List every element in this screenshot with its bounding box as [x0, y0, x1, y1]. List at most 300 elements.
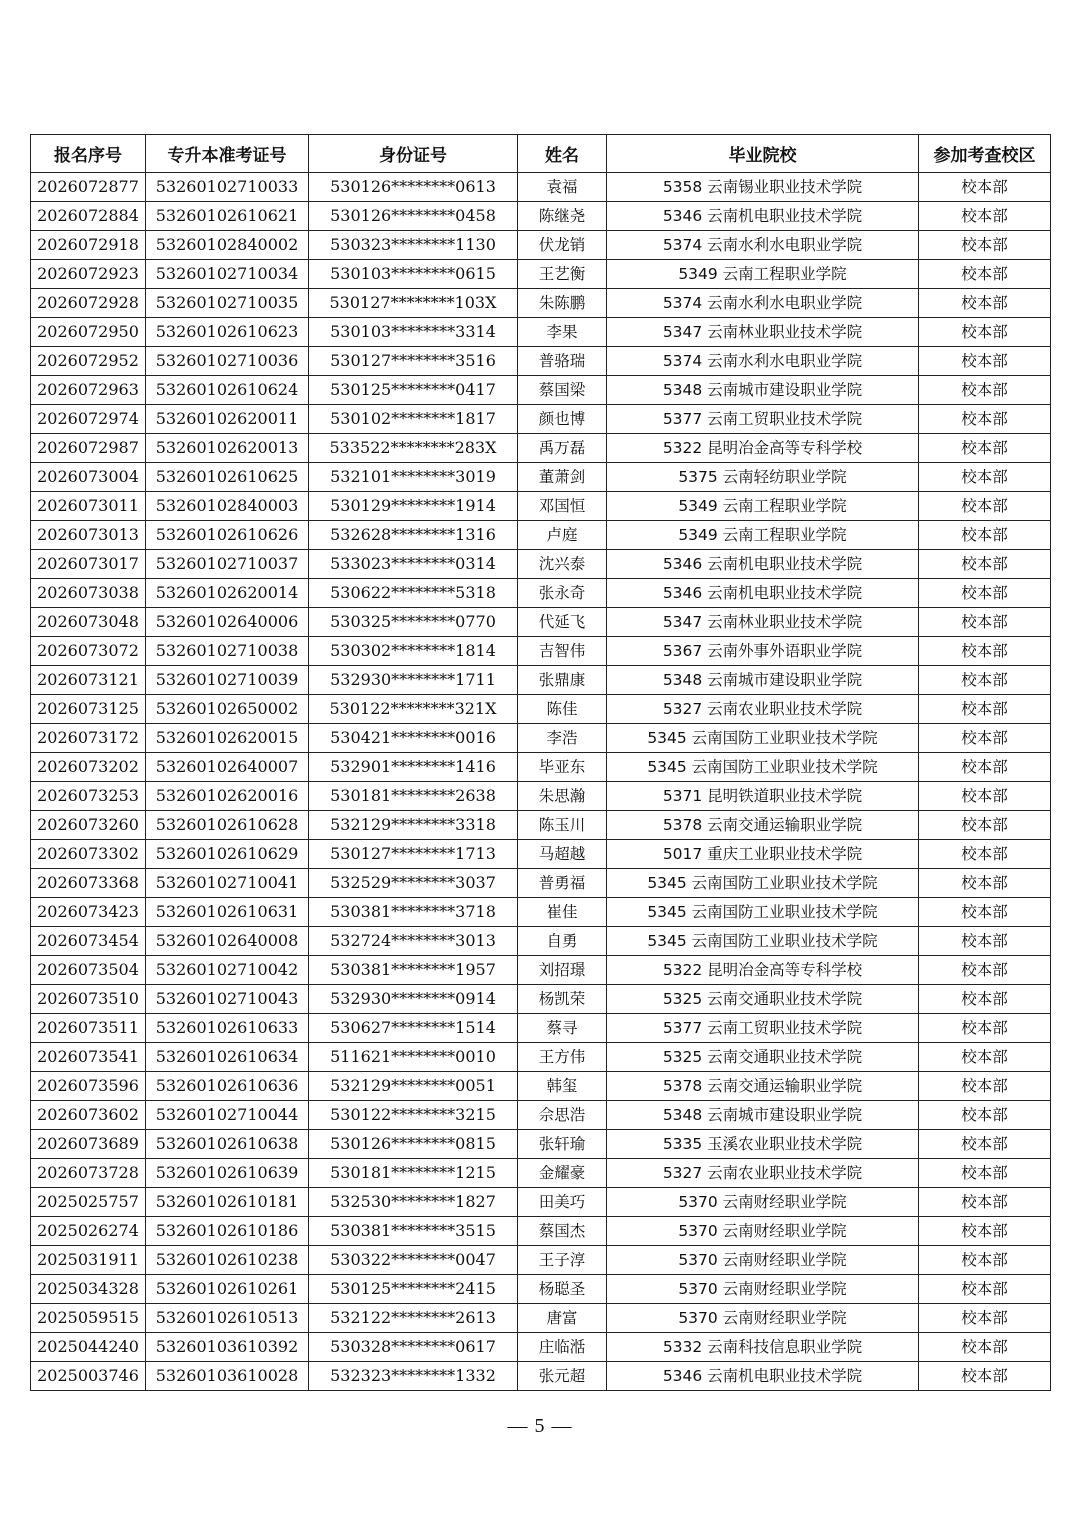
cell-id-card-no: 532101********3019 — [309, 463, 518, 492]
cell-id-card-no: 530381********3718 — [309, 898, 518, 927]
cell-id-card-no: 530127********1713 — [309, 840, 518, 869]
cell-registration-no: 2026073511 — [31, 1014, 146, 1043]
cell-registration-no: 2026073510 — [31, 985, 146, 1014]
cell-campus: 校本部 — [919, 753, 1051, 782]
cell-campus: 校本部 — [919, 202, 1051, 231]
table-row — [31, 1217, 1051, 1246]
cell-registration-no: 2026073541 — [31, 1043, 146, 1072]
cell-registration-no: 2026073728 — [31, 1159, 146, 1188]
cell-exam-ticket-no: 53260103610028 — [146, 1362, 309, 1391]
cell-id-card-no: 530302********1814 — [309, 637, 518, 666]
table-row — [31, 724, 1051, 753]
cell-exam-ticket-no: 53260102710037 — [146, 550, 309, 579]
cell-id-card-no: 532529********3037 — [309, 869, 518, 898]
cell-registration-no: 2026072952 — [31, 347, 146, 376]
cell-name: 佘思浩 — [518, 1101, 607, 1130]
table-row — [31, 898, 1051, 927]
cell-campus: 校本部 — [919, 231, 1051, 260]
cell-exam-ticket-no: 53260102840002 — [146, 231, 309, 260]
cell-graduated-school: 5349 云南工程职业学院 — [607, 521, 919, 550]
cell-graduated-school: 5349 云南工程职业学院 — [607, 260, 919, 289]
table-row — [31, 579, 1051, 608]
cell-id-card-no: 530122********321X — [309, 695, 518, 724]
cell-graduated-school: 5345 云南国防工业职业技术学院 — [607, 753, 919, 782]
header-registration-no: 报名序号 — [31, 135, 146, 173]
cell-id-card-no: 530102********1817 — [309, 405, 518, 434]
cell-campus: 校本部 — [919, 898, 1051, 927]
cell-id-card-no: 530381********1957 — [309, 956, 518, 985]
cell-registration-no: 2026073596 — [31, 1072, 146, 1101]
cell-name: 田美巧 — [518, 1188, 607, 1217]
table-row — [31, 956, 1051, 985]
cell-graduated-school: 5378 云南交通运输职业学院 — [607, 811, 919, 840]
table-row — [31, 1246, 1051, 1275]
table-row — [31, 1333, 1051, 1362]
cell-name: 金耀豪 — [518, 1159, 607, 1188]
cell-campus: 校本部 — [919, 318, 1051, 347]
cell-campus: 校本部 — [919, 1159, 1051, 1188]
cell-registration-no: 2026073038 — [31, 579, 146, 608]
cell-graduated-school: 5327 云南农业职业技术学院 — [607, 1159, 919, 1188]
table-body — [31, 173, 1051, 1391]
header-graduated-school: 毕业院校 — [607, 135, 919, 173]
cell-registration-no: 2025003746 — [31, 1362, 146, 1391]
cell-campus: 校本部 — [919, 840, 1051, 869]
cell-id-card-no: 530103********0615 — [309, 260, 518, 289]
cell-campus: 校本部 — [919, 927, 1051, 956]
cell-name: 唐富 — [518, 1304, 607, 1333]
cell-id-card-no: 530122********3215 — [309, 1101, 518, 1130]
cell-campus: 校本部 — [919, 1333, 1051, 1362]
cell-registration-no: 2026073253 — [31, 782, 146, 811]
cell-name: 李果 — [518, 318, 607, 347]
table-row — [31, 782, 1051, 811]
cell-exam-ticket-no: 53260102610639 — [146, 1159, 309, 1188]
table-row — [31, 347, 1051, 376]
cell-exam-ticket-no: 53260102610625 — [146, 463, 309, 492]
cell-exam-ticket-no: 53260102610261 — [146, 1275, 309, 1304]
cell-name: 王方伟 — [518, 1043, 607, 1072]
cell-name: 庄临湉 — [518, 1333, 607, 1362]
cell-graduated-school: 5378 云南交通运输职业学院 — [607, 1072, 919, 1101]
cell-exam-ticket-no: 53260102710033 — [146, 173, 309, 202]
cell-graduated-school: 5349 云南工程职业学院 — [607, 492, 919, 521]
cell-campus: 校本部 — [919, 666, 1051, 695]
cell-graduated-school: 5347 云南林业职业技术学院 — [607, 608, 919, 637]
cell-campus: 校本部 — [919, 637, 1051, 666]
table-row — [31, 202, 1051, 231]
table-row — [31, 1188, 1051, 1217]
cell-campus: 校本部 — [919, 521, 1051, 550]
cell-registration-no: 2026072974 — [31, 405, 146, 434]
cell-campus: 校本部 — [919, 579, 1051, 608]
cell-campus: 校本部 — [919, 1362, 1051, 1391]
cell-campus: 校本部 — [919, 1072, 1051, 1101]
cell-name: 董萧剑 — [518, 463, 607, 492]
cell-graduated-school: 5346 云南机电职业技术学院 — [607, 202, 919, 231]
cell-campus: 校本部 — [919, 1246, 1051, 1275]
cell-exam-ticket-no: 53260102640006 — [146, 608, 309, 637]
cell-name: 杨聪圣 — [518, 1275, 607, 1304]
cell-exam-ticket-no: 53260102620014 — [146, 579, 309, 608]
cell-registration-no: 2026072884 — [31, 202, 146, 231]
table-row — [31, 318, 1051, 347]
cell-campus: 校本部 — [919, 289, 1051, 318]
cell-id-card-no: 532724********3013 — [309, 927, 518, 956]
cell-id-card-no: 530381********3515 — [309, 1217, 518, 1246]
cell-id-card-no: 532530********1827 — [309, 1188, 518, 1217]
table-row — [31, 840, 1051, 869]
cell-graduated-school: 5377 云南工贸职业技术学院 — [607, 1014, 919, 1043]
cell-campus: 校本部 — [919, 985, 1051, 1014]
cell-graduated-school: 5346 云南机电职业技术学院 — [607, 550, 919, 579]
cell-exam-ticket-no: 53260102610638 — [146, 1130, 309, 1159]
cell-name: 王艺衡 — [518, 260, 607, 289]
cell-campus: 校本部 — [919, 173, 1051, 202]
header-id-card-no: 身份证号 — [309, 135, 518, 173]
table-row — [31, 1130, 1051, 1159]
cell-graduated-school: 5358 云南锡业职业技术学院 — [607, 173, 919, 202]
cell-graduated-school: 5348 云南城市建设职业学院 — [607, 1101, 919, 1130]
table-row — [31, 492, 1051, 521]
cell-campus: 校本部 — [919, 869, 1051, 898]
cell-id-card-no: 530627********1514 — [309, 1014, 518, 1043]
cell-registration-no: 2026073602 — [31, 1101, 146, 1130]
cell-registration-no: 2026072928 — [31, 289, 146, 318]
cell-registration-no: 2026073121 — [31, 666, 146, 695]
table-row — [31, 463, 1051, 492]
cell-exam-ticket-no: 53260102610513 — [146, 1304, 309, 1333]
table-row — [31, 231, 1051, 260]
cell-registration-no: 2026072923 — [31, 260, 146, 289]
cell-registration-no: 2026073004 — [31, 463, 146, 492]
table-row — [31, 1014, 1051, 1043]
cell-name: 韩玺 — [518, 1072, 607, 1101]
cell-graduated-school: 5327 云南农业职业技术学院 — [607, 695, 919, 724]
cell-graduated-school: 5345 云南国防工业职业技术学院 — [607, 927, 919, 956]
cell-exam-ticket-no: 53260102710042 — [146, 956, 309, 985]
header-row — [31, 135, 1051, 173]
cell-name: 崔佳 — [518, 898, 607, 927]
cell-name: 张元超 — [518, 1362, 607, 1391]
cell-registration-no: 2026073302 — [31, 840, 146, 869]
cell-graduated-school: 5374 云南水利水电职业学院 — [607, 347, 919, 376]
table-row — [31, 405, 1051, 434]
cell-id-card-no: 530127********3516 — [309, 347, 518, 376]
cell-graduated-school: 5017 重庆工业职业技术学院 — [607, 840, 919, 869]
cell-registration-no: 2026072987 — [31, 434, 146, 463]
cell-campus: 校本部 — [919, 376, 1051, 405]
table-row — [31, 376, 1051, 405]
cell-registration-no: 2026073011 — [31, 492, 146, 521]
cell-exam-ticket-no: 53260103610392 — [146, 1333, 309, 1362]
cell-exam-ticket-no: 53260102610181 — [146, 1188, 309, 1217]
cell-campus: 校本部 — [919, 492, 1051, 521]
cell-campus: 校本部 — [919, 1188, 1051, 1217]
table-row — [31, 260, 1051, 289]
cell-id-card-no: 532129********0051 — [309, 1072, 518, 1101]
cell-registration-no: 2026073504 — [31, 956, 146, 985]
cell-graduated-school: 5335 玉溪农业职业技术学院 — [607, 1130, 919, 1159]
cell-exam-ticket-no: 53260102610621 — [146, 202, 309, 231]
cell-exam-ticket-no: 53260102610634 — [146, 1043, 309, 1072]
cell-id-card-no: 530126********0613 — [309, 173, 518, 202]
cell-exam-ticket-no: 53260102710041 — [146, 869, 309, 898]
cell-name: 袁福 — [518, 173, 607, 202]
cell-name: 张鼎康 — [518, 666, 607, 695]
cell-exam-ticket-no: 53260102710036 — [146, 347, 309, 376]
cell-graduated-school: 5370 云南财经职业学院 — [607, 1246, 919, 1275]
cell-campus: 校本部 — [919, 1275, 1051, 1304]
cell-exam-ticket-no: 53260102640008 — [146, 927, 309, 956]
table-row — [31, 173, 1051, 202]
cell-campus: 校本部 — [919, 550, 1051, 579]
cell-registration-no: 2026072877 — [31, 173, 146, 202]
cell-id-card-no: 532901********1416 — [309, 753, 518, 782]
cell-campus: 校本部 — [919, 724, 1051, 753]
table-row — [31, 811, 1051, 840]
cell-registration-no: 2026073368 — [31, 869, 146, 898]
table-row — [31, 1072, 1051, 1101]
cell-name: 沈兴泰 — [518, 550, 607, 579]
cell-name: 普勇福 — [518, 869, 607, 898]
cell-exam-ticket-no: 53260102620011 — [146, 405, 309, 434]
cell-graduated-school: 5345 云南国防工业职业技术学院 — [607, 869, 919, 898]
cell-campus: 校本部 — [919, 956, 1051, 985]
cell-campus: 校本部 — [919, 695, 1051, 724]
table-row — [31, 869, 1051, 898]
cell-name: 蔡国杰 — [518, 1217, 607, 1246]
cell-graduated-school: 5374 云南水利水电职业学院 — [607, 231, 919, 260]
table-row — [31, 550, 1051, 579]
cell-exam-ticket-no: 53260102840003 — [146, 492, 309, 521]
cell-id-card-no: 530325********0770 — [309, 608, 518, 637]
cell-graduated-school: 5370 云南财经职业学院 — [607, 1188, 919, 1217]
cell-exam-ticket-no: 53260102620016 — [146, 782, 309, 811]
cell-name: 张轩瑜 — [518, 1130, 607, 1159]
cell-graduated-school: 5371 昆明铁道职业技术学院 — [607, 782, 919, 811]
cell-name: 陈佳 — [518, 695, 607, 724]
cell-name: 王子淳 — [518, 1246, 607, 1275]
cell-graduated-school: 5374 云南水利水电职业学院 — [607, 289, 919, 318]
cell-id-card-no: 533023********0314 — [309, 550, 518, 579]
cell-registration-no: 2026073072 — [31, 637, 146, 666]
cell-exam-ticket-no: 53260102610626 — [146, 521, 309, 550]
cell-campus: 校本部 — [919, 811, 1051, 840]
cell-exam-ticket-no: 53260102610628 — [146, 811, 309, 840]
cell-id-card-no: 530126********0815 — [309, 1130, 518, 1159]
cell-graduated-school: 5325 云南交通职业技术学院 — [607, 985, 919, 1014]
table-row — [31, 1362, 1051, 1391]
cell-id-card-no: 530127********103X — [309, 289, 518, 318]
cell-name: 陈继尧 — [518, 202, 607, 231]
cell-name: 普骆瑞 — [518, 347, 607, 376]
cell-campus: 校本部 — [919, 608, 1051, 637]
table-row — [31, 1101, 1051, 1130]
table-row — [31, 289, 1051, 318]
cell-graduated-school: 5375 云南轻纺职业学院 — [607, 463, 919, 492]
cell-id-card-no: 530323********1130 — [309, 231, 518, 260]
cell-registration-no: 2026073260 — [31, 811, 146, 840]
cell-registration-no: 2026073202 — [31, 753, 146, 782]
cell-graduated-school: 5345 云南国防工业职业技术学院 — [607, 898, 919, 927]
cell-name: 刘招璟 — [518, 956, 607, 985]
cell-exam-ticket-no: 53260102710034 — [146, 260, 309, 289]
header-campus: 参加考查校区 — [919, 135, 1051, 173]
cell-id-card-no: 530622********5318 — [309, 579, 518, 608]
cell-graduated-school: 5377 云南工贸职业技术学院 — [607, 405, 919, 434]
cell-exam-ticket-no: 53260102710043 — [146, 985, 309, 1014]
cell-registration-no: 2026073125 — [31, 695, 146, 724]
cell-name: 邓国恒 — [518, 492, 607, 521]
cell-id-card-no: 532323********1332 — [309, 1362, 518, 1391]
cell-graduated-school: 5345 云南国防工业职业技术学院 — [607, 724, 919, 753]
cell-campus: 校本部 — [919, 347, 1051, 376]
cell-id-card-no: 530129********1914 — [309, 492, 518, 521]
cell-id-card-no: 530125********2415 — [309, 1275, 518, 1304]
table-row — [31, 1275, 1051, 1304]
cell-campus: 校本部 — [919, 1014, 1051, 1043]
cell-exam-ticket-no: 53260102610238 — [146, 1246, 309, 1275]
cell-name: 杨凯荣 — [518, 985, 607, 1014]
cell-exam-ticket-no: 53260102620013 — [146, 434, 309, 463]
cell-id-card-no: 530322********0047 — [309, 1246, 518, 1275]
cell-exam-ticket-no: 53260102710038 — [146, 637, 309, 666]
table-row — [31, 695, 1051, 724]
cell-graduated-school: 5370 云南财经职业学院 — [607, 1217, 919, 1246]
cell-id-card-no: 530181********1215 — [309, 1159, 518, 1188]
table-row — [31, 521, 1051, 550]
cell-name: 朱思瀚 — [518, 782, 607, 811]
cell-graduated-school: 5325 云南交通职业技术学院 — [607, 1043, 919, 1072]
cell-registration-no: 2025059515 — [31, 1304, 146, 1333]
table-header — [31, 135, 1051, 173]
cell-graduated-school: 5346 云南机电职业技术学院 — [607, 579, 919, 608]
cell-name: 马超越 — [518, 840, 607, 869]
table-row — [31, 434, 1051, 463]
cell-registration-no: 2026073172 — [31, 724, 146, 753]
cell-graduated-school: 5346 云南机电职业技术学院 — [607, 1362, 919, 1391]
cell-id-card-no: 532930********1711 — [309, 666, 518, 695]
cell-exam-ticket-no: 53260102610629 — [146, 840, 309, 869]
cell-registration-no: 2026073689 — [31, 1130, 146, 1159]
cell-graduated-school: 5322 昆明冶金高等专科学校 — [607, 434, 919, 463]
cell-registration-no: 2026073048 — [31, 608, 146, 637]
table-row — [31, 1159, 1051, 1188]
cell-id-card-no: 530328********0617 — [309, 1333, 518, 1362]
cell-exam-ticket-no: 53260102620015 — [146, 724, 309, 753]
cell-campus: 校本部 — [919, 434, 1051, 463]
cell-graduated-school: 5347 云南林业职业技术学院 — [607, 318, 919, 347]
table-row — [31, 1043, 1051, 1072]
cell-exam-ticket-no: 53260102610636 — [146, 1072, 309, 1101]
cell-registration-no: 2026072950 — [31, 318, 146, 347]
cell-name: 禹万磊 — [518, 434, 607, 463]
table-row — [31, 666, 1051, 695]
cell-campus: 校本部 — [919, 1130, 1051, 1159]
cell-graduated-school: 5332 云南科技信息职业学院 — [607, 1333, 919, 1362]
cell-registration-no: 2026073013 — [31, 521, 146, 550]
cell-name: 朱陈鹏 — [518, 289, 607, 318]
cell-name: 颜也博 — [518, 405, 607, 434]
cell-exam-ticket-no: 53260102610633 — [146, 1014, 309, 1043]
cell-name: 蔡寻 — [518, 1014, 607, 1043]
admission-roster-table — [30, 134, 1051, 1391]
header-name: 姓名 — [518, 135, 607, 173]
cell-id-card-no: 530125********0417 — [309, 376, 518, 405]
cell-name: 李浩 — [518, 724, 607, 753]
cell-exam-ticket-no: 53260102640007 — [146, 753, 309, 782]
cell-name: 张永奇 — [518, 579, 607, 608]
cell-registration-no: 2025044240 — [31, 1333, 146, 1362]
table-row — [31, 753, 1051, 782]
cell-name: 吉智伟 — [518, 637, 607, 666]
cell-name: 代延飞 — [518, 608, 607, 637]
cell-id-card-no: 530126********0458 — [309, 202, 518, 231]
table-row — [31, 985, 1051, 1014]
cell-name: 卢庭 — [518, 521, 607, 550]
cell-campus: 校本部 — [919, 782, 1051, 811]
cell-id-card-no: 532930********0914 — [309, 985, 518, 1014]
cell-campus: 校本部 — [919, 1101, 1051, 1130]
cell-exam-ticket-no: 53260102710035 — [146, 289, 309, 318]
cell-exam-ticket-no: 53260102610186 — [146, 1217, 309, 1246]
cell-campus: 校本部 — [919, 1217, 1051, 1246]
table-row — [31, 608, 1051, 637]
cell-id-card-no: 530181********2638 — [309, 782, 518, 811]
cell-registration-no: 2026073017 — [31, 550, 146, 579]
cell-campus: 校本部 — [919, 405, 1051, 434]
cell-name: 毕亚东 — [518, 753, 607, 782]
cell-registration-no: 2025031911 — [31, 1246, 146, 1275]
cell-graduated-school: 5367 云南外事外语职业学院 — [607, 637, 919, 666]
cell-exam-ticket-no: 53260102610631 — [146, 898, 309, 927]
cell-id-card-no: 533522********283X — [309, 434, 518, 463]
cell-exam-ticket-no: 53260102650002 — [146, 695, 309, 724]
cell-exam-ticket-no: 53260102710039 — [146, 666, 309, 695]
cell-registration-no: 2026072963 — [31, 376, 146, 405]
cell-campus: 校本部 — [919, 1304, 1051, 1333]
cell-id-card-no: 511621********0010 — [309, 1043, 518, 1072]
cell-graduated-school: 5348 云南城市建设职业学院 — [607, 666, 919, 695]
cell-registration-no: 2026073423 — [31, 898, 146, 927]
cell-name: 伏龙销 — [518, 231, 607, 260]
table-row — [31, 1304, 1051, 1333]
cell-registration-no: 2025026274 — [31, 1217, 146, 1246]
cell-name: 自勇 — [518, 927, 607, 956]
cell-id-card-no: 530421********0016 — [309, 724, 518, 753]
cell-registration-no: 2025034328 — [31, 1275, 146, 1304]
cell-name: 蔡国梁 — [518, 376, 607, 405]
cell-registration-no: 2025025757 — [31, 1188, 146, 1217]
cell-id-card-no: 530103********3314 — [309, 318, 518, 347]
table-row — [31, 927, 1051, 956]
table-row — [31, 637, 1051, 666]
cell-campus: 校本部 — [919, 463, 1051, 492]
cell-exam-ticket-no: 53260102710044 — [146, 1101, 309, 1130]
cell-id-card-no: 532129********3318 — [309, 811, 518, 840]
cell-exam-ticket-no: 53260102610623 — [146, 318, 309, 347]
cell-registration-no: 2026072918 — [31, 231, 146, 260]
cell-campus: 校本部 — [919, 1043, 1051, 1072]
cell-name: 陈玉川 — [518, 811, 607, 840]
cell-graduated-school: 5370 云南财经职业学院 — [607, 1275, 919, 1304]
cell-id-card-no: 532122********2613 — [309, 1304, 518, 1333]
cell-exam-ticket-no: 53260102610624 — [146, 376, 309, 405]
cell-graduated-school: 5370 云南财经职业学院 — [607, 1304, 919, 1333]
page-number: — 5 — — [507, 1415, 573, 1437]
cell-registration-no: 2026073454 — [31, 927, 146, 956]
